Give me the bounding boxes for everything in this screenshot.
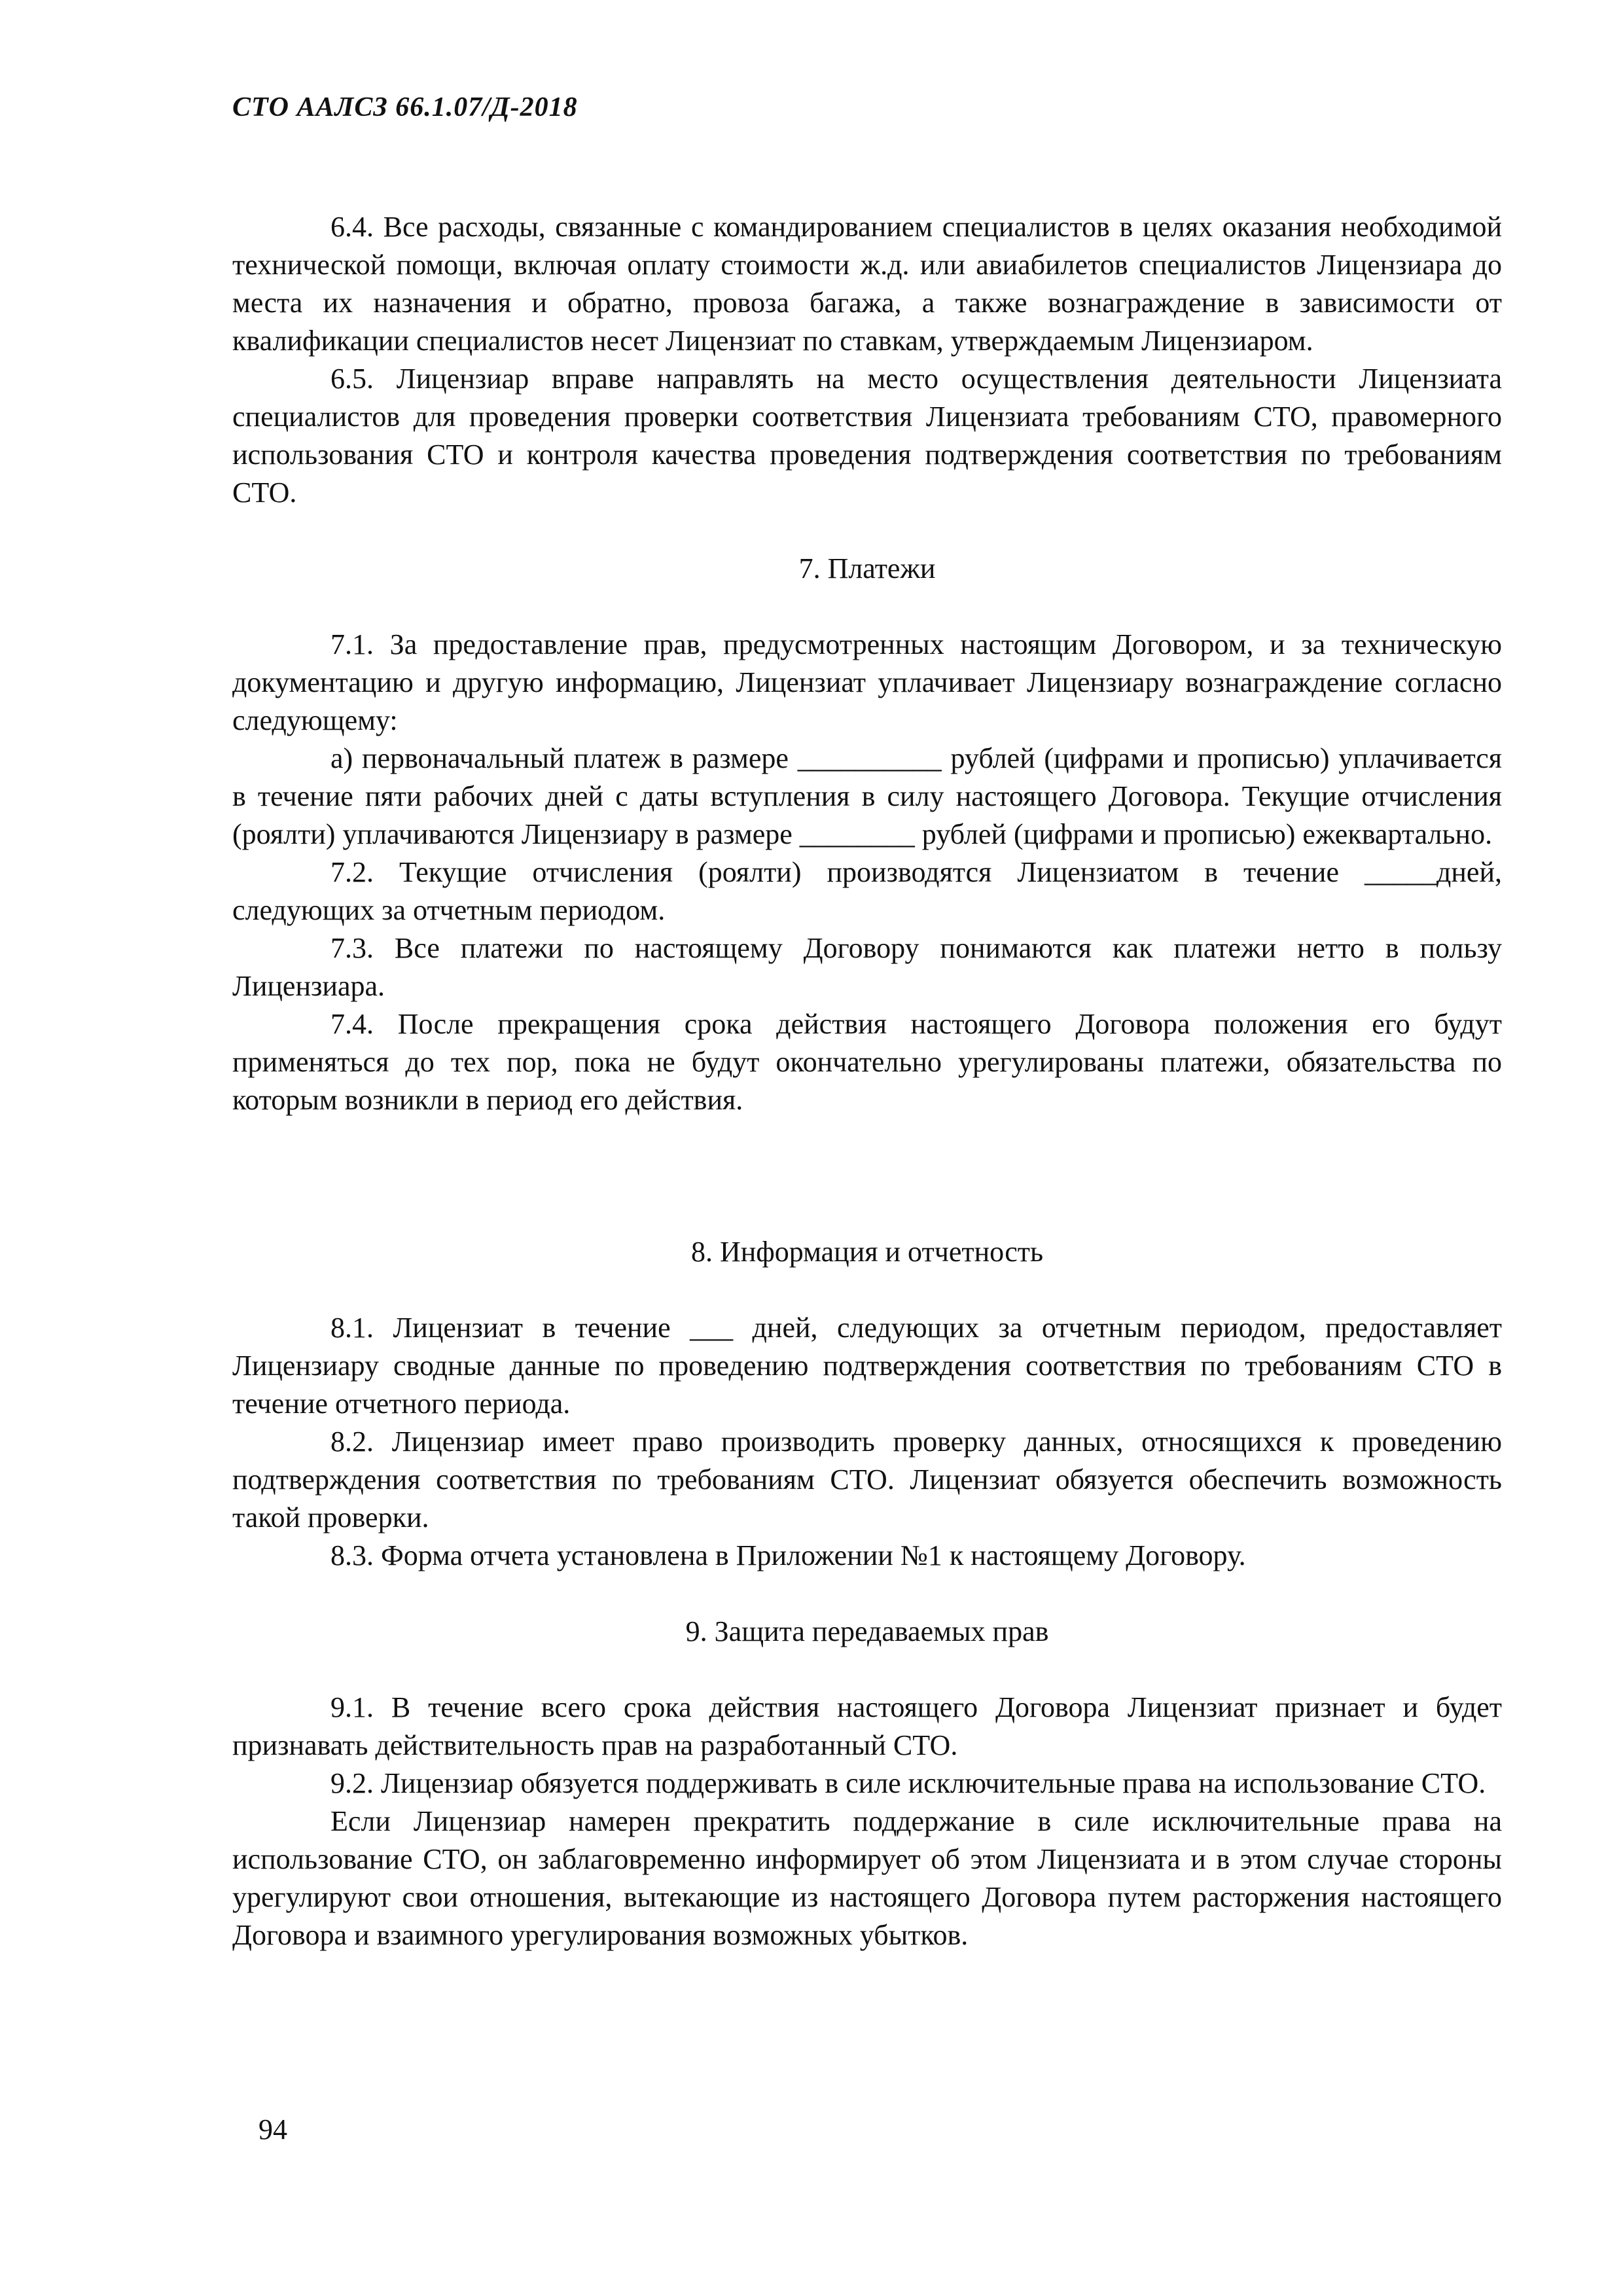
clause-7-3: 7.3. Все платежи по настоящему Договору понимаются как платежи нетто в пользу Лицензиара. (232, 932, 1502, 1002)
spacer (232, 1119, 1502, 1233)
clause-6-4: 6.4. Все расходы, связанные с командированием специалистов в целях оказания необходимой технической помощи, включая оплату стоимости ж.д. или авиабилетов специалистов Лицензиара до места их назначения и обратно, провоза багажа, а также вознаграждение в зависимости от квалификации специалистов несет Лицензиат по ставкам, утверждаемым Лицензиаром. (232, 211, 1502, 357)
clause-7-4: 7.4. После прекращения срока действия настоящего Договора положения его будут применяться до тех пор, пока не будут окончательно урегулированы платежи, обязательства по которым возникли в период его действия. (232, 1008, 1502, 1116)
spacer (232, 1271, 1502, 1309)
clause-9-2-continuation: Если Лицензиар намерен прекратить поддержание в силе исключительные права на использование СТО, он заблаговременно информирует об этом Лицензиата и в этом случае стороны урегулируют свои отношения, вытекающие из настоящего Договора путем расторжения настоящего Договора и взаимного урегулирования возможных убытков. (232, 1805, 1502, 1951)
spacer (232, 588, 1502, 626)
clause-8-1: 8.1. Лицензиат в течение ___ дней, следующих за отчетным периодом, предоставляет Лицензиару сводные данные по проведению подтверждения соответствия по требованиям СТО в течение отчетного периода. (232, 1312, 1502, 1420)
spacer (232, 512, 1502, 550)
clause-7-1: 7.1. За предоставление прав, предусмотренных настоящим Договором, и за техническую документацию и другую информацию, Лицензиат уплачивает Лицензиару вознаграждение согласно следующему: (232, 628, 1502, 736)
page-number: 94 (259, 2113, 287, 2145)
section-9-title: 9. Защита передаваемых прав (685, 1615, 1049, 1647)
section-7-title: 7. Платежи (798, 552, 936, 584)
clause-9-2: 9.2. Лицензиар обязуется поддерживать в силе исключительные права на использование СТО. (330, 1767, 1486, 1799)
clause-7-2: 7.2. Текущие отчисления (роялти) производятся Лицензиатом в течение _____дней, следующих за отчетным периодом. (232, 856, 1502, 926)
spacer (232, 1651, 1502, 1689)
clause-7-1-a: а) первоначальный платеж в размере __________ рублей (цифрами и прописью) уплачивается в течение пяти рабочих дней с даты вступления в силу настоящего Договора. Текущие отчисления (роялти) уплачиваются Лицензиару в размере ________ рублей (цифрами и прописью) ежеквартально. (232, 742, 1502, 850)
clause-8-2: 8.2. Лицензиар имеет право производить проверку данных, относящихся к проведению подтверждения соответствия по требованиям СТО. Лицензиат обязуется обеспечить возможность такой проверки. (232, 1426, 1502, 1534)
document-body (232, 208, 1502, 1954)
clause-8-3: 8.3. Форма отчета установлена в Приложении №1 к настоящему Договору. (330, 1539, 1246, 1571)
clause-9-1: 9.1. В течение всего срока действия настоящего Договора Лицензиат признает и будет признавать действительность прав на разработанный СТО. (232, 1691, 1502, 1761)
section-8-title: 8. Информация и отчетность (690, 1236, 1044, 1268)
spacer (232, 1575, 1502, 1613)
clause-6-5: 6.5. Лицензиар вправе направлять на место осуществления деятельности Лицензиата специалистов для проведения проверки соответствия Лицензиата требованиям СТО, правомерного использования СТО и контроля качества проведения подтверждения соответствия по требованиям СТО. (232, 363, 1502, 509)
document-code-header: СТО ААЛСЗ 66.1.07/Д-2018 (232, 92, 578, 122)
